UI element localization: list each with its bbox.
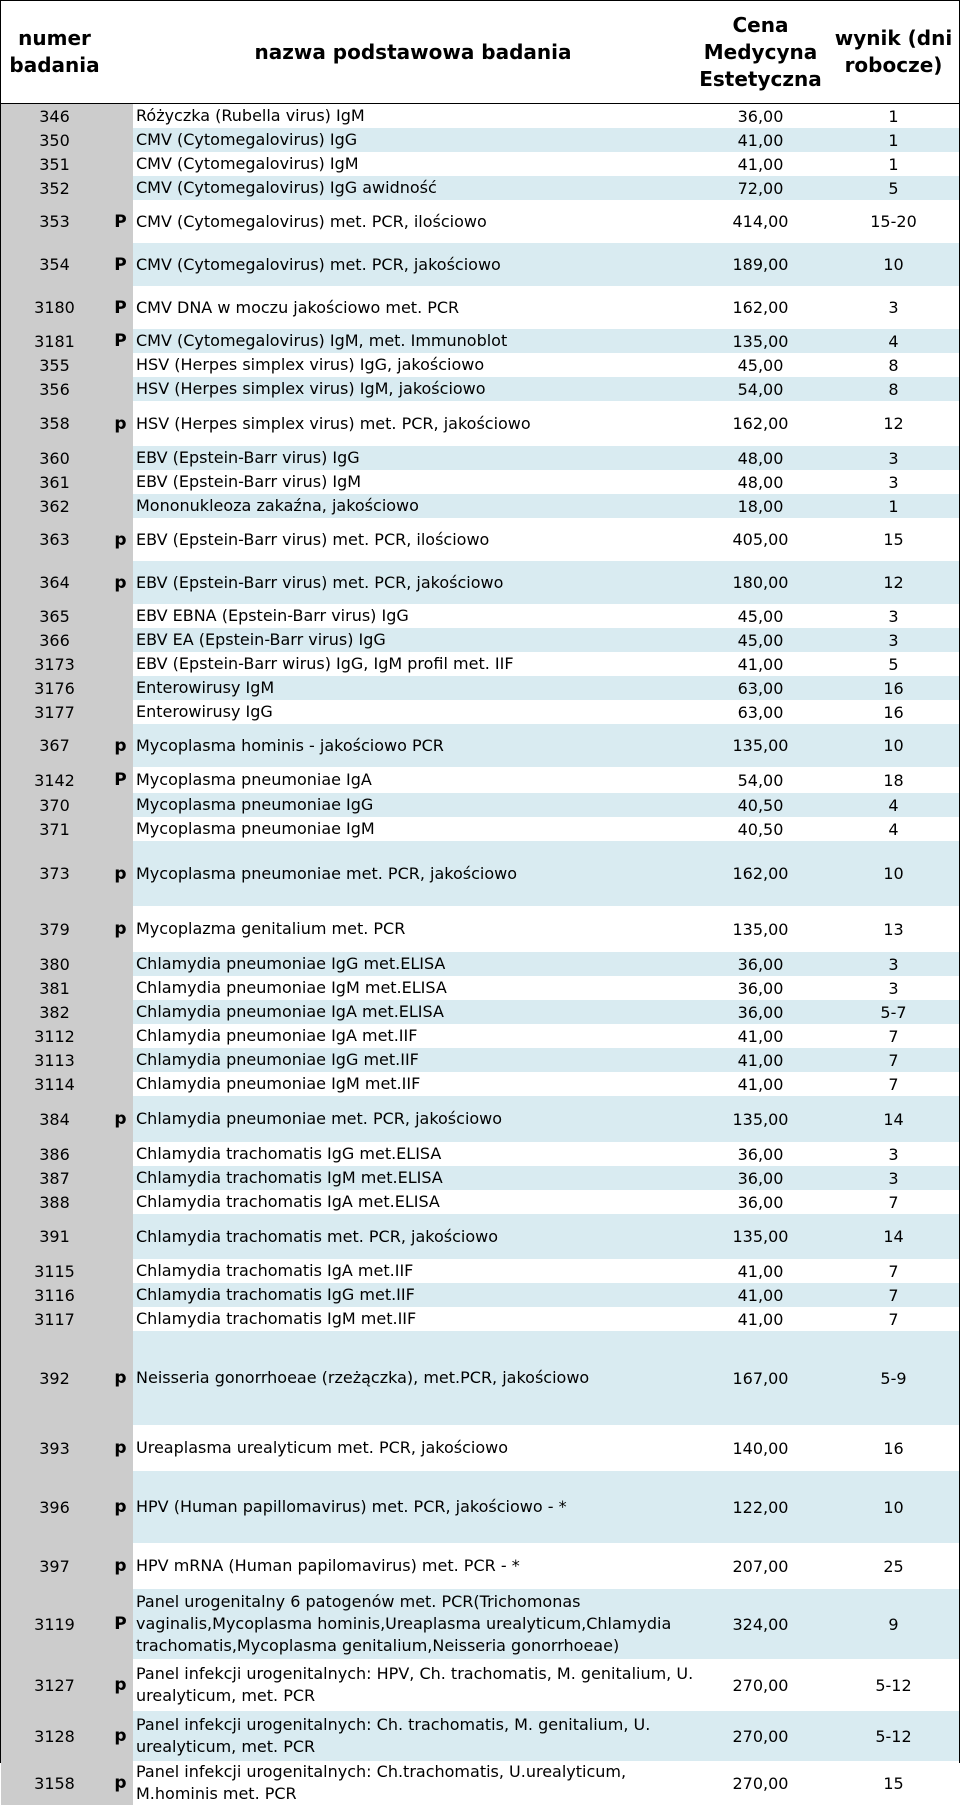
row-price: 162,00: [693, 841, 828, 906]
row-test-name: Chlamydia pneumoniae IgG met.ELISA: [133, 952, 696, 976]
row-number: 3177: [1, 700, 108, 724]
row-number: 391: [1, 1214, 108, 1259]
row-number: 365: [1, 604, 108, 628]
row-test-name: EBV EBNA (Epstein-Barr virus) IgG: [133, 604, 696, 628]
row-price: 162,00: [693, 286, 828, 329]
row-days: 5: [828, 652, 959, 676]
row-flag: p: [108, 518, 133, 561]
row-price: 180,00: [693, 561, 828, 604]
row-price: 41,00: [693, 1048, 828, 1072]
row-flag: [108, 604, 133, 628]
row-number: 351: [1, 152, 108, 176]
header-price: Cena Medycyna Estetyczna: [699, 12, 822, 91]
table-row: [1, 286, 959, 329]
row-days: 5-7: [828, 1000, 959, 1024]
row-flag: [108, 446, 133, 470]
table-row: [1, 1259, 959, 1283]
row-number: 386: [1, 1142, 108, 1166]
row-price: 41,00: [693, 1307, 828, 1331]
row-number: 361: [1, 470, 108, 494]
row-test-name: Enterowirusy IgG: [133, 700, 696, 724]
table-row: [1, 494, 959, 518]
row-test-name: Mononukleoza zakaźna, jakościowo: [133, 494, 696, 518]
row-number: 362: [1, 494, 108, 518]
row-days: 1: [828, 104, 959, 128]
table-row: [1, 817, 959, 841]
table-row: [1, 1283, 959, 1307]
row-number: 353: [1, 200, 108, 243]
row-flag: [108, 817, 133, 841]
table-row: [1, 1543, 959, 1589]
row-price: 41,00: [693, 1259, 828, 1283]
row-days: 5-9: [828, 1331, 959, 1425]
row-flag: [108, 952, 133, 976]
row-number: 3127: [1, 1659, 108, 1711]
row-days: 14: [828, 1096, 959, 1142]
row-flag: [108, 1307, 133, 1331]
row-flag: [108, 494, 133, 518]
row-test-name: EBV (Epstein-Barr virus) IgM: [133, 470, 696, 494]
row-days: 7: [828, 1024, 959, 1048]
row-test-name: CMV (Cytomegalovirus) IgM: [133, 152, 696, 176]
row-test-name: Panel infekcji urogenitalnych: HPV, Ch. trachomatis, M. genitalium, U. urealyticum, met. PCR: [133, 1659, 696, 1711]
row-number: 387: [1, 1166, 108, 1190]
row-days: 1: [828, 494, 959, 518]
row-flag: [108, 128, 133, 152]
table-row: [1, 104, 959, 128]
row-number: 3112: [1, 1024, 108, 1048]
row-test-name: Chlamydia pneumoniae IgM met.ELISA: [133, 976, 696, 1000]
row-test-name: CMV (Cytomegalovirus) met. PCR, jakościowo: [133, 243, 696, 286]
row-test-name: HSV (Herpes simplex virus) IgG, jakościowo: [133, 353, 696, 377]
row-price: 36,00: [693, 1190, 828, 1214]
row-number: 3181: [1, 329, 108, 353]
row-number: 367: [1, 724, 108, 767]
row-price: 207,00: [693, 1543, 828, 1589]
row-price: 135,00: [693, 329, 828, 353]
row-flag: p: [108, 1331, 133, 1425]
row-days: 15: [828, 518, 959, 561]
row-test-name: Ureaplasma urealyticum met. PCR, jakościowo: [133, 1425, 696, 1471]
row-flag: [108, 470, 133, 494]
row-price: 54,00: [693, 767, 828, 793]
row-number: 392: [1, 1331, 108, 1425]
row-test-name: Chlamydia pneumoniae IgA met.ELISA: [133, 1000, 696, 1024]
row-price: 72,00: [693, 176, 828, 200]
row-flag: [108, 976, 133, 1000]
table-row: [1, 1425, 959, 1471]
table-row: [1, 128, 959, 152]
row-flag: [108, 676, 133, 700]
row-price: 54,00: [693, 377, 828, 401]
row-price: 40,50: [693, 793, 828, 817]
row-test-name: EBV (Epstein-Barr virus) met. PCR, ilościowo: [133, 518, 696, 561]
table-row: [1, 200, 959, 243]
row-number: 381: [1, 976, 108, 1000]
row-test-name: HSV (Herpes simplex virus) met. PCR, jakościowo: [133, 401, 696, 446]
row-flag: P: [108, 243, 133, 286]
row-number: 350: [1, 128, 108, 152]
row-days: 16: [828, 1425, 959, 1471]
table-row: [1, 604, 959, 628]
row-price: 324,00: [693, 1589, 828, 1659]
row-test-name: Mycoplasma pneumoniae IgG: [133, 793, 696, 817]
row-flag: P: [108, 1589, 133, 1659]
row-price: 135,00: [693, 1214, 828, 1259]
row-price: 41,00: [693, 128, 828, 152]
row-number: 3116: [1, 1283, 108, 1307]
row-test-name: Chlamydia trachomatis IgM met.ELISA: [133, 1166, 696, 1190]
row-days: 3: [828, 470, 959, 494]
row-price: 45,00: [693, 353, 828, 377]
row-flag: [108, 1024, 133, 1048]
row-days: 4: [828, 329, 959, 353]
row-days: 7: [828, 1307, 959, 1331]
row-test-name: EBV (Epstein-Barr wirus) IgG, IgM profil met. IIF: [133, 652, 696, 676]
row-test-name: Chlamydia pneumoniae IgG met.IIF: [133, 1048, 696, 1072]
row-flag: [108, 1166, 133, 1190]
row-price: 63,00: [693, 700, 828, 724]
row-price: 122,00: [693, 1471, 828, 1543]
table-row: [1, 724, 959, 767]
row-price: 41,00: [693, 1072, 828, 1096]
row-flag: [108, 628, 133, 652]
row-flag: [108, 377, 133, 401]
row-number: 380: [1, 952, 108, 976]
row-flag: p: [108, 724, 133, 767]
header-days: wynik (dni robocze): [834, 26, 953, 77]
row-days: 3: [828, 976, 959, 1000]
row-flag: [108, 1190, 133, 1214]
row-price: 36,00: [693, 1000, 828, 1024]
row-days: 8: [828, 377, 959, 401]
row-price: 63,00: [693, 676, 828, 700]
row-flag: [108, 1000, 133, 1024]
row-test-name: Panel urogenitalny 6 patogenów met. PCR(Trichomonas vaginalis,Mycoplasma hominis,Ureaplasma urealyticum,Chlamydia trachomatis,Mycoplasma genitalium,Neisseria gonorrhoeae): [133, 1589, 696, 1659]
row-flag: [108, 104, 133, 128]
row-flag: [108, 1048, 133, 1072]
row-number: 3176: [1, 676, 108, 700]
row-flag: [108, 793, 133, 817]
row-days: 12: [828, 561, 959, 604]
row-number: 363: [1, 518, 108, 561]
table-row: [1, 470, 959, 494]
row-number: 3117: [1, 1307, 108, 1331]
row-number: 352: [1, 176, 108, 200]
row-flag: P: [108, 767, 133, 793]
row-test-name: HSV (Herpes simplex virus) IgM, jakościowo: [133, 377, 696, 401]
row-price: 36,00: [693, 104, 828, 128]
row-price: 270,00: [693, 1711, 828, 1761]
row-flag: [108, 152, 133, 176]
row-number: 388: [1, 1190, 108, 1214]
row-days: 3: [828, 628, 959, 652]
row-number: 373: [1, 841, 108, 906]
table-row: [1, 1096, 959, 1142]
row-number: 397: [1, 1543, 108, 1589]
row-test-name: Mycoplazma genitalium met. PCR: [133, 906, 696, 952]
row-test-name: Panel infekcji urogenitalnych: Ch.trachomatis, U.urealyticum, M.hominis met. PCR: [133, 1761, 696, 1805]
table-row: [1, 1048, 959, 1072]
row-flag: [108, 652, 133, 676]
table-row: [1, 1166, 959, 1190]
row-days: 3: [828, 1142, 959, 1166]
row-flag: [108, 1072, 133, 1096]
row-price: 36,00: [693, 976, 828, 1000]
row-number: 3158: [1, 1761, 108, 1805]
row-test-name: Neisseria gonorrhoeae (rzeżączka), met.PCR, jakościowo: [133, 1331, 696, 1425]
row-number: 370: [1, 793, 108, 817]
table-row: [1, 1214, 959, 1259]
row-days: 16: [828, 676, 959, 700]
row-days: 8: [828, 353, 959, 377]
row-number: 382: [1, 1000, 108, 1024]
table-row: [1, 1711, 959, 1761]
row-number: 355: [1, 353, 108, 377]
row-test-name: CMV (Cytomegalovirus) IgG: [133, 128, 696, 152]
table-row: [1, 976, 959, 1000]
row-number: 3128: [1, 1711, 108, 1761]
row-flag: [108, 176, 133, 200]
table-row: [1, 1331, 959, 1425]
row-flag: [108, 1214, 133, 1259]
row-number: 364: [1, 561, 108, 604]
row-number: 358: [1, 401, 108, 446]
row-number: 3142: [1, 767, 108, 793]
row-price: 270,00: [693, 1659, 828, 1711]
table-row: [1, 243, 959, 286]
row-test-name: Panel infekcji urogenitalnych: Ch. trachomatis, M. genitalium, U. urealyticum, met. PCR: [133, 1711, 696, 1761]
row-flag: p: [108, 1761, 133, 1805]
row-days: 18: [828, 767, 959, 793]
row-number: 346: [1, 104, 108, 128]
row-test-name: EBV (Epstein-Barr virus) IgG: [133, 446, 696, 470]
row-price: 45,00: [693, 628, 828, 652]
row-days: 3: [828, 952, 959, 976]
row-flag: [108, 700, 133, 724]
row-test-name: Mycoplasma pneumoniae met. PCR, jakościowo: [133, 841, 696, 906]
row-days: 4: [828, 817, 959, 841]
row-number: 396: [1, 1471, 108, 1543]
table-row: [1, 176, 959, 200]
row-price: 41,00: [693, 152, 828, 176]
row-flag: p: [108, 906, 133, 952]
row-price: 45,00: [693, 604, 828, 628]
row-test-name: Chlamydia pneumoniae met. PCR, jakościowo: [133, 1096, 696, 1142]
row-number: 384: [1, 1096, 108, 1142]
table-row: [1, 353, 959, 377]
row-days: 10: [828, 1471, 959, 1543]
row-price: 36,00: [693, 952, 828, 976]
row-price: 135,00: [693, 906, 828, 952]
table-row: [1, 377, 959, 401]
row-flag: [108, 353, 133, 377]
row-flag: p: [108, 1543, 133, 1589]
table-row: [1, 1307, 959, 1331]
row-price: 189,00: [693, 243, 828, 286]
row-test-name: Chlamydia pneumoniae IgA met.IIF: [133, 1024, 696, 1048]
row-days: 3: [828, 604, 959, 628]
row-test-name: Chlamydia trachomatis IgA met.ELISA: [133, 1190, 696, 1214]
row-price: 405,00: [693, 518, 828, 561]
row-test-name: CMV (Cytomegalovirus) IgM, met. Immunoblot: [133, 329, 696, 353]
row-flag: [108, 1259, 133, 1283]
row-days: 7: [828, 1072, 959, 1096]
row-test-name: CMV (Cytomegalovirus) IgG awidność: [133, 176, 696, 200]
table-row: [1, 676, 959, 700]
row-flag: P: [108, 200, 133, 243]
table-row: [1, 906, 959, 952]
table-row: [1, 652, 959, 676]
row-test-name: Chlamydia trachomatis IgM met.IIF: [133, 1307, 696, 1331]
table-row: [1, 1471, 959, 1543]
table-row: [1, 1024, 959, 1048]
table-row: [1, 1589, 959, 1659]
row-days: 9: [828, 1589, 959, 1659]
header-number: numer badania: [9, 26, 100, 77]
row-price: 36,00: [693, 1142, 828, 1166]
row-flag: p: [108, 1096, 133, 1142]
row-days: 4: [828, 793, 959, 817]
row-days: 13: [828, 906, 959, 952]
row-days: 7: [828, 1259, 959, 1283]
row-flag: [108, 1142, 133, 1166]
row-test-name: Mycoplasma pneumoniae IgM: [133, 817, 696, 841]
row-days: 25: [828, 1543, 959, 1589]
row-days: 14: [828, 1214, 959, 1259]
row-price: 41,00: [693, 1024, 828, 1048]
row-test-name: Różyczka (Rubella virus) IgM: [133, 104, 696, 128]
row-number: 3180: [1, 286, 108, 329]
table-row: [1, 793, 959, 817]
row-days: 10: [828, 724, 959, 767]
row-days: 7: [828, 1048, 959, 1072]
table-header: [1, 1, 959, 104]
table-row: [1, 952, 959, 976]
row-flag: [108, 1283, 133, 1307]
row-days: 10: [828, 841, 959, 906]
row-days: 5-12: [828, 1711, 959, 1761]
header-name: nazwa podstawowa badania: [254, 39, 572, 64]
table-row: [1, 1000, 959, 1024]
row-test-name: HPV (Human papillomavirus) met. PCR, jakościowo - *: [133, 1471, 696, 1543]
row-days: 15-20: [828, 200, 959, 243]
row-price: 41,00: [693, 652, 828, 676]
table-row: [1, 1659, 959, 1711]
row-days: 16: [828, 700, 959, 724]
row-flag: p: [108, 1471, 133, 1543]
table-row: [1, 841, 959, 906]
row-flag: p: [108, 561, 133, 604]
row-price: 48,00: [693, 446, 828, 470]
row-price: 270,00: [693, 1761, 828, 1805]
row-price: 140,00: [693, 1425, 828, 1471]
row-days: 1: [828, 128, 959, 152]
row-number: 366: [1, 628, 108, 652]
row-test-name: Chlamydia trachomatis IgA met.IIF: [133, 1259, 696, 1283]
row-price: 135,00: [693, 1096, 828, 1142]
row-test-name: Chlamydia trachomatis IgG met.IIF: [133, 1283, 696, 1307]
row-price: 162,00: [693, 401, 828, 446]
row-days: 3: [828, 286, 959, 329]
row-days: 5-12: [828, 1659, 959, 1711]
row-flag: p: [108, 1711, 133, 1761]
row-price: 167,00: [693, 1331, 828, 1425]
row-test-name: Mycoplasma hominis - jakościowo PCR: [133, 724, 696, 767]
row-number: 3113: [1, 1048, 108, 1072]
row-price: 48,00: [693, 470, 828, 494]
table-row: [1, 1072, 959, 1096]
row-number: 356: [1, 377, 108, 401]
row-days: 10: [828, 243, 959, 286]
row-days: 5: [828, 176, 959, 200]
table-row: [1, 1142, 959, 1166]
row-number: 354: [1, 243, 108, 286]
row-price: 18,00: [693, 494, 828, 518]
row-number: 379: [1, 906, 108, 952]
row-price: 40,50: [693, 817, 828, 841]
row-number: 393: [1, 1425, 108, 1471]
table-row: [1, 1761, 959, 1805]
row-test-name: EBV (Epstein-Barr virus) met. PCR, jakościowo: [133, 561, 696, 604]
row-test-name: Chlamydia pneumoniae IgM met.IIF: [133, 1072, 696, 1096]
table-row: [1, 401, 959, 446]
row-number: 3114: [1, 1072, 108, 1096]
row-test-name: CMV (Cytomegalovirus) met. PCR, ilościowo: [133, 200, 696, 243]
table-row: [1, 767, 959, 793]
table-row: [1, 446, 959, 470]
row-price: 135,00: [693, 724, 828, 767]
row-flag: P: [108, 286, 133, 329]
row-test-name: HPV mRNA (Human papilomavirus) met. PCR - *: [133, 1543, 696, 1589]
row-flag: P: [108, 329, 133, 353]
row-test-name: EBV EA (Epstein-Barr virus) IgG: [133, 628, 696, 652]
table-row: [1, 329, 959, 353]
row-price: 414,00: [693, 200, 828, 243]
table-row: [1, 152, 959, 176]
row-number: 3115: [1, 1259, 108, 1283]
row-test-name: Mycoplasma pneumoniae IgA: [133, 767, 696, 793]
table-row: [1, 1190, 959, 1214]
row-days: 3: [828, 1166, 959, 1190]
table-row: [1, 628, 959, 652]
row-days: 7: [828, 1190, 959, 1214]
row-test-name: Chlamydia trachomatis IgG met.ELISA: [133, 1142, 696, 1166]
row-price: 36,00: [693, 1166, 828, 1190]
table-row: [1, 518, 959, 561]
row-flag: p: [108, 1425, 133, 1471]
row-number: 360: [1, 446, 108, 470]
row-flag: p: [108, 1659, 133, 1711]
row-test-name: CMV DNA w moczu jakościowo met. PCR: [133, 286, 696, 329]
row-flag: p: [108, 401, 133, 446]
row-days: 1: [828, 152, 959, 176]
row-days: 3: [828, 446, 959, 470]
table-row: [1, 700, 959, 724]
row-number: 3173: [1, 652, 108, 676]
table-row: [1, 561, 959, 604]
row-test-name: Enterowirusy IgM: [133, 676, 696, 700]
row-days: 15: [828, 1761, 959, 1805]
row-flag: p: [108, 841, 133, 906]
row-days: 12: [828, 401, 959, 446]
row-number: 371: [1, 817, 108, 841]
row-number: 3119: [1, 1589, 108, 1659]
row-days: 7: [828, 1283, 959, 1307]
row-price: 41,00: [693, 1283, 828, 1307]
row-test-name: Chlamydia trachomatis met. PCR, jakościowo: [133, 1214, 696, 1259]
